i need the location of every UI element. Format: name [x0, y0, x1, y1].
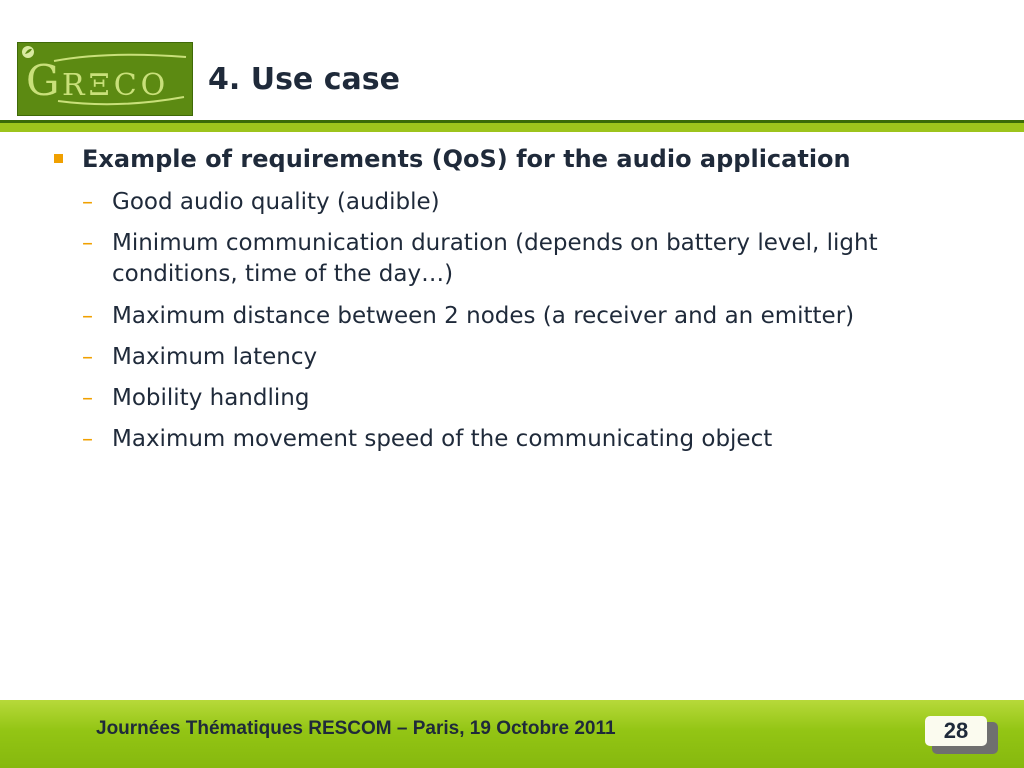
dash-bullet-icon: – — [82, 231, 93, 256]
footer-text: Journées Thématiques RESCOM – Paris, 19 Octobre 2011 — [96, 718, 616, 739]
slide-title: 4. Use case — [208, 62, 400, 97]
dash-bullet-icon: – — [82, 304, 93, 329]
square-bullet-icon — [54, 154, 63, 163]
list-item: Mobility handling — [112, 385, 310, 411]
dash-bullet-icon: – — [82, 190, 93, 215]
greco-logo — [17, 42, 193, 116]
bullet-heading: Example of requirements (QoS) for the audio application — [82, 145, 851, 173]
list-item: Maximum movement speed of the communicating object — [112, 426, 773, 452]
dash-bullet-icon: – — [82, 386, 93, 411]
list-item: Minimum communication duration (depends on battery level, light conditions, time of the day…) — [112, 230, 878, 287]
dash-bullet-icon: – — [82, 427, 93, 452]
title-rule-accent — [0, 123, 1024, 132]
svg-text:RΞCO: RΞCO — [62, 68, 170, 103]
svg-text:G: G — [26, 56, 60, 105]
list-item: Good audio quality (audible) — [112, 189, 440, 215]
list-item: Maximum latency — [112, 344, 318, 370]
list-item: Maximum distance between 2 nodes (a receiver and an emitter) — [112, 303, 855, 329]
dash-bullet-icon: – — [82, 345, 93, 370]
page-number: 28 — [925, 716, 987, 746]
